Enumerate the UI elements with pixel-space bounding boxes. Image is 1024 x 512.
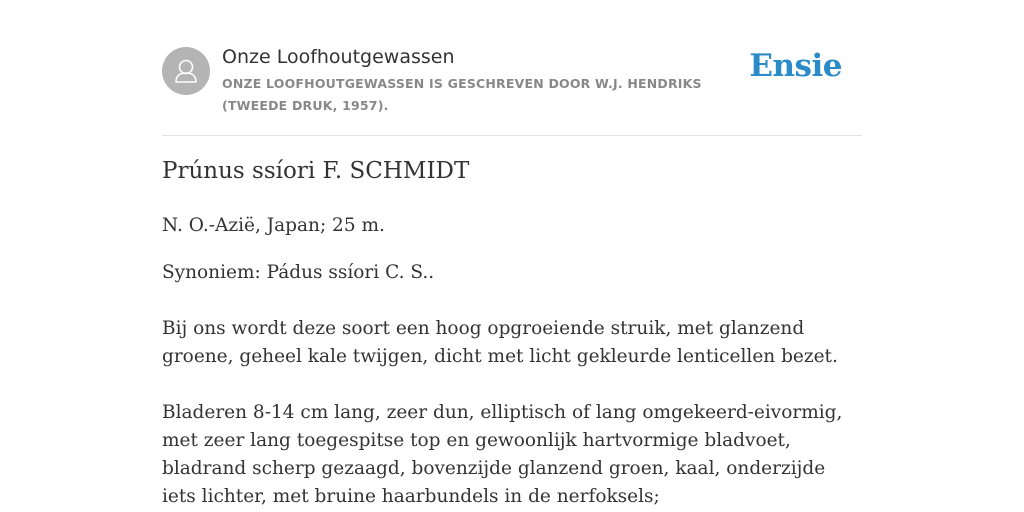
- book-header: [162, 0, 862, 136]
- entry-title: Prúnus ssíori F. SCHMIDT: [162, 158, 470, 184]
- user-icon: [162, 47, 210, 95]
- entry-paragraph: Bladeren 8-14 cm lang, zeer dun, elliptisch of lang omgekeerd-eivormig, met zeer lang toegespitse top en gewoonlijk hartvormige bladvoet, bladrand scherp gezaagd, bovenzijde glanzend groen, kaal, onderzijde iets lichter, met bruine haarbundels in de nerfoksels;: [162, 402, 843, 507]
- page-content: [162, 0, 862, 507]
- entry-origin: N. O.-Azië, Japan; 25 m.: [162, 215, 385, 236]
- avatar: [162, 47, 210, 95]
- entry-paragraph: Bij ons wordt deze soort een hoog opgroeiende struik, met glanzend groene, geheel kale twijgen, dicht met licht gekleurde lenticellen bezet.: [162, 318, 838, 367]
- book-title[interactable]: Onze Loofhoutgewassen: [222, 46, 455, 68]
- ensie-logo[interactable]: Ensie: [749, 48, 842, 84]
- entry-synonym: Synoniem: Pádus ssíori C. S..: [162, 262, 435, 283]
- book-description: ONZE LOOFHOUTGEWASSEN IS GESCHREVEN DOOR W.J. HENDRIKS (TWEEDE DRUK, 1957).: [222, 76, 702, 113]
